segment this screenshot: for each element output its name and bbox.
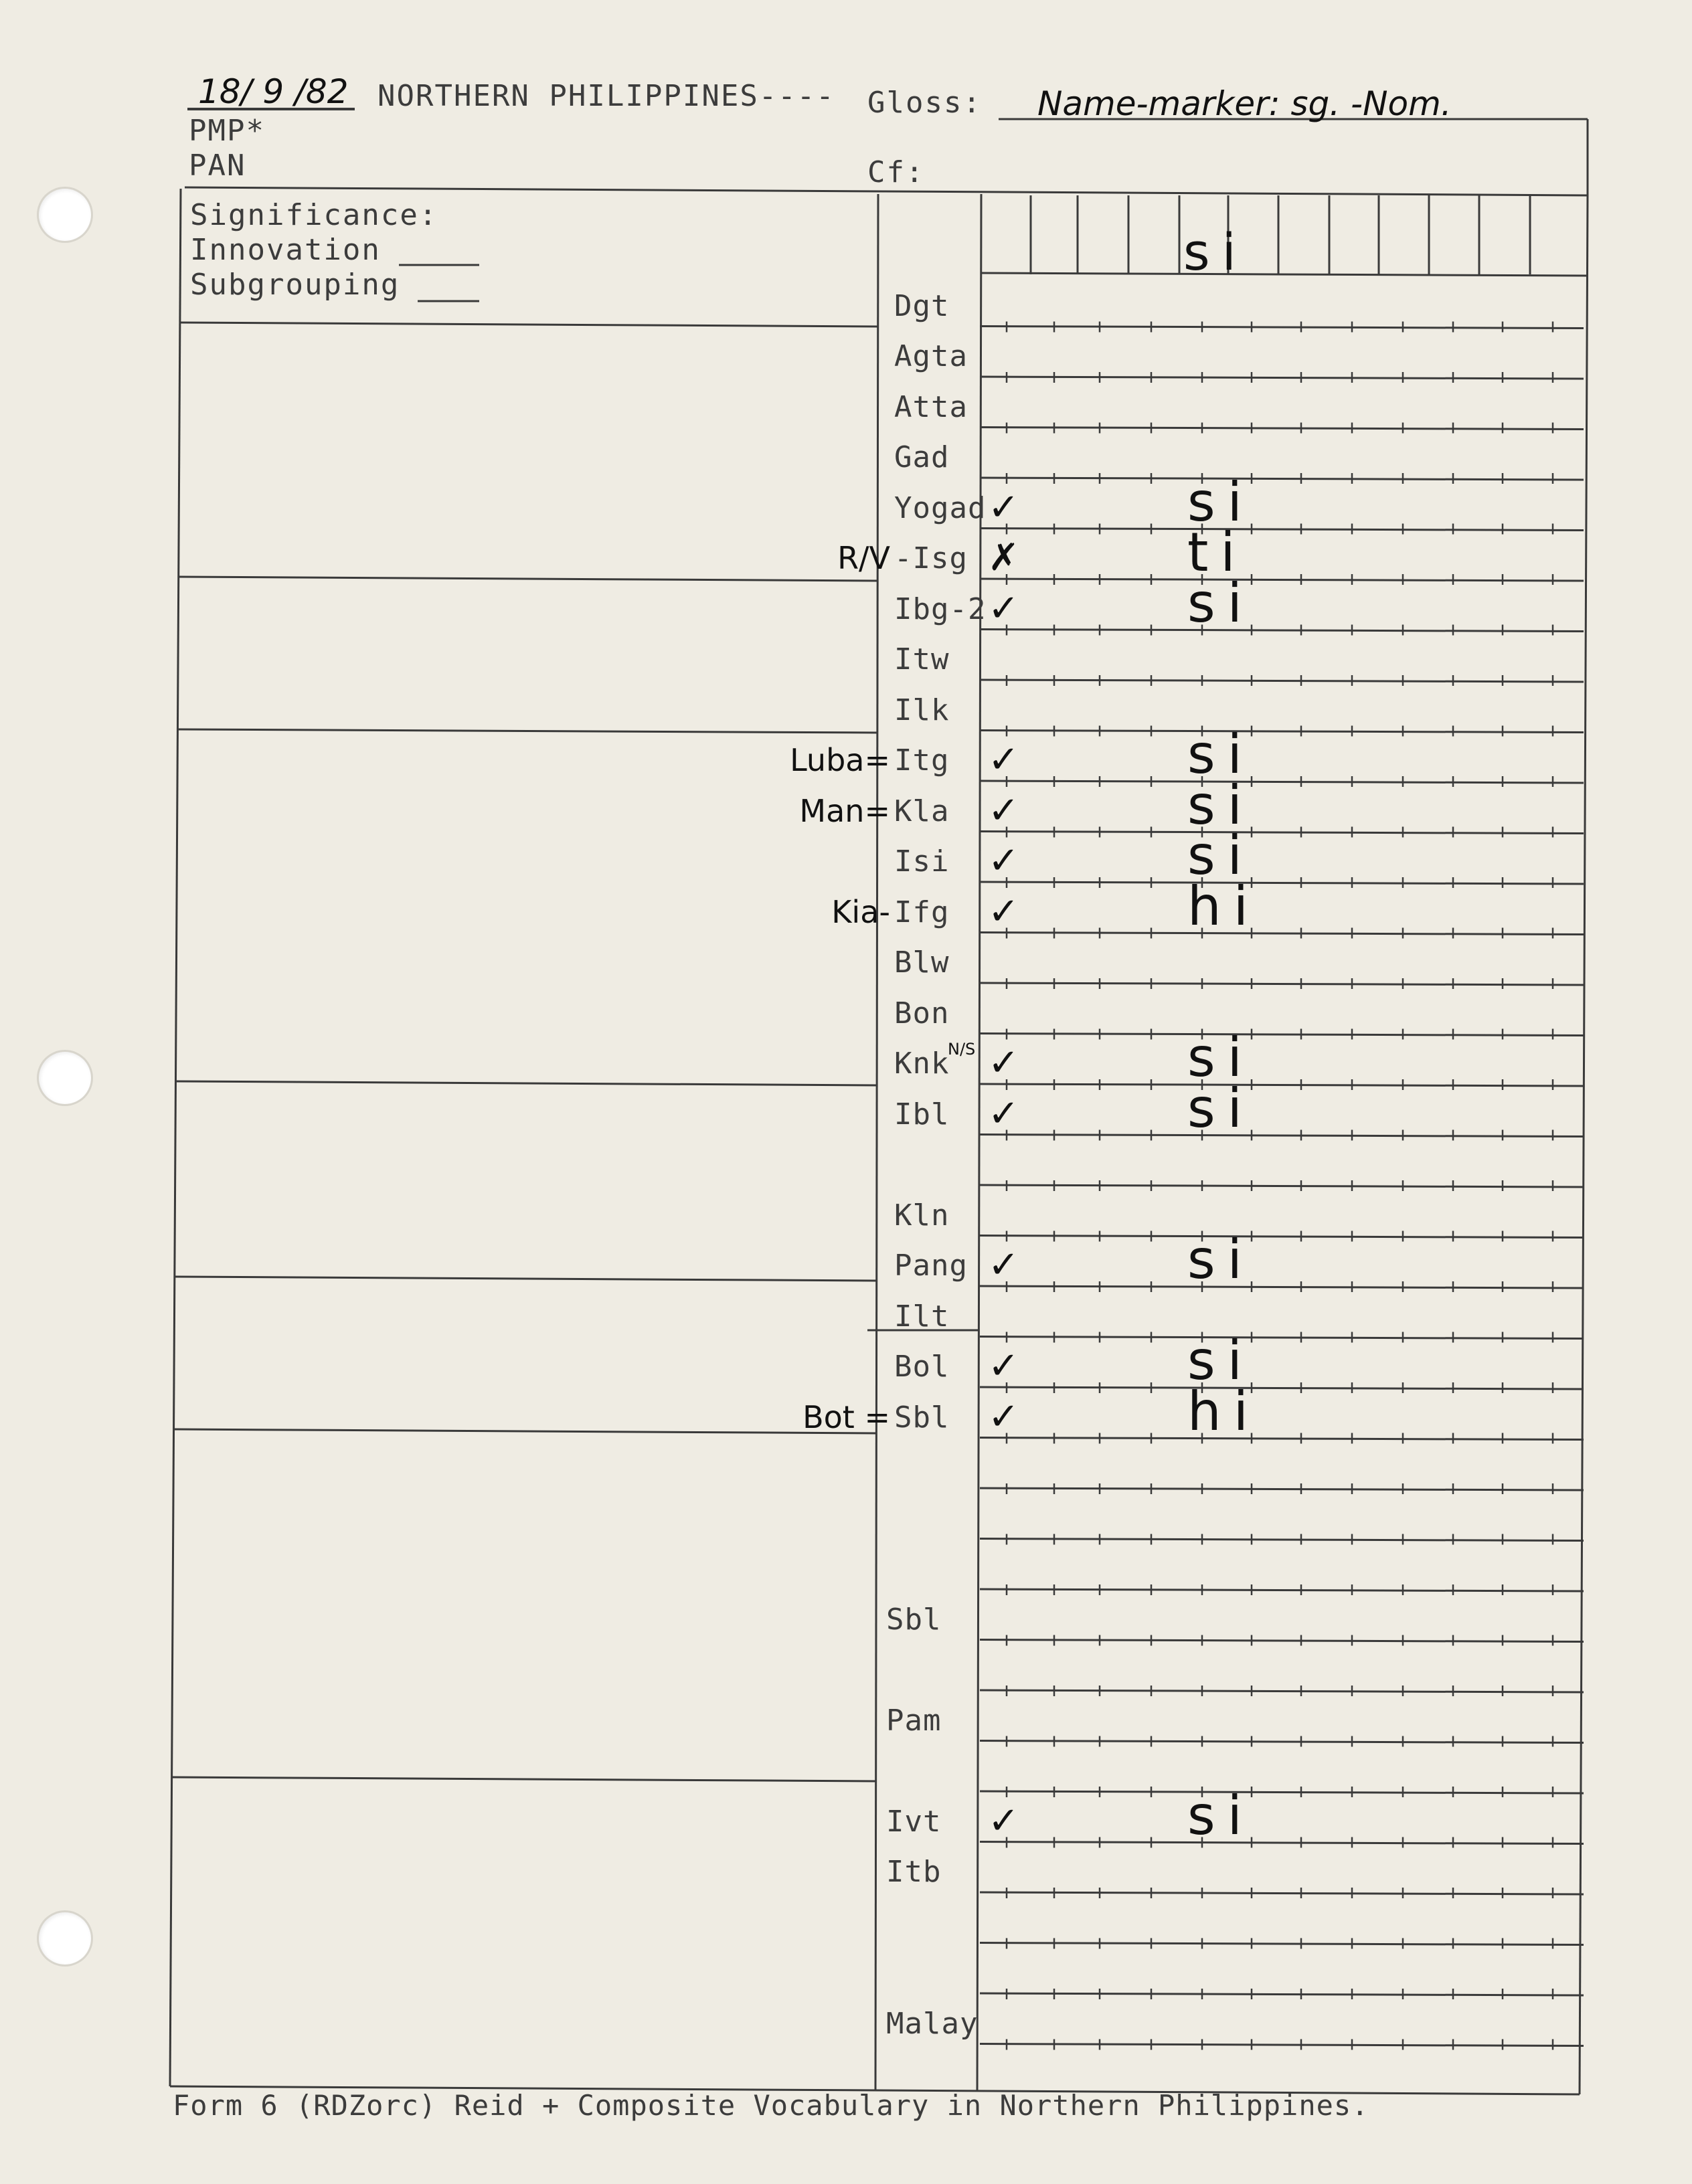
reflex-form: hi <box>1187 875 1260 937</box>
check-mark: ✓ <box>988 1041 1019 1085</box>
significance-heading: Significance: <box>190 198 438 232</box>
language-label: Yogad <box>894 490 987 525</box>
date: 18/ 9 /82 <box>198 72 349 111</box>
cf-label: Cf: <box>867 155 925 189</box>
reflex-form: si <box>1187 1026 1254 1089</box>
check-mark: ✓ <box>988 1799 1019 1843</box>
reflex-form: si <box>1187 774 1254 836</box>
reflex-form: si <box>1187 470 1254 533</box>
language-label: Ilk <box>894 693 950 727</box>
reflex-form: si <box>1187 1330 1254 1392</box>
check-mark: ✓ <box>988 586 1019 630</box>
reflex-form: si <box>1187 1228 1254 1291</box>
language-label: Malay <box>886 2006 979 2041</box>
header-form: si <box>1183 222 1248 282</box>
language-label: Kla <box>894 794 950 828</box>
language-label: Bon <box>894 996 950 1030</box>
language-prefix: Luba= <box>790 742 890 778</box>
gloss-label: Gloss: <box>867 86 982 120</box>
language-prefix: Kia- <box>831 893 890 930</box>
check-mark: ✓ <box>988 738 1019 782</box>
language-label: Pam <box>886 1703 942 1738</box>
check-mark: ✓ <box>988 485 1019 529</box>
language-prefix: Bot = <box>802 1398 890 1435</box>
language-label: Isi <box>894 844 950 879</box>
language-label: Knk <box>894 1046 950 1081</box>
check-mark: ✓ <box>988 889 1019 933</box>
reflex-form: si <box>1187 723 1254 786</box>
reflex-form: si <box>1187 1077 1254 1140</box>
pan-label: PAN <box>189 149 246 183</box>
reflex-form: si <box>1187 824 1254 887</box>
language-label: Ibg-2 <box>894 592 987 626</box>
language-label: Ilt <box>894 1299 950 1334</box>
language-label: Itw <box>894 642 950 676</box>
language-label: Ifg <box>894 895 950 929</box>
pmp-label: PMP* <box>189 114 265 148</box>
check-mark: ✓ <box>988 839 1019 883</box>
check-mark: ✓ <box>988 1243 1019 1287</box>
language-label: Bol <box>894 1350 950 1384</box>
language-label: Itb <box>886 1855 942 1889</box>
form-footer: Form 6 (RDZorc) Reid + Composite Vocabulary in Northern Philippines. <box>173 2089 1369 2122</box>
language-label: Ivt <box>886 1804 942 1839</box>
language-label: Dgt <box>894 288 950 323</box>
page-title: NORTHERN PHILIPPINES---- <box>377 79 835 113</box>
check-mark: ✓ <box>988 788 1019 832</box>
subgrouping-label: Subgrouping <box>190 268 400 302</box>
check-mark: ✓ <box>988 1344 1019 1388</box>
language-label: Sbl <box>886 1602 942 1637</box>
language-label: Blw <box>894 945 950 980</box>
check-mark: ✓ <box>988 1091 1019 1135</box>
language-label: Itg <box>894 743 950 778</box>
reflex-form: hi <box>1187 1380 1260 1443</box>
gloss-value: Name-marker: sg. -Nom. <box>1037 84 1452 123</box>
language-label: Kln <box>894 1198 950 1233</box>
check-mark: ✗ <box>988 536 1019 579</box>
language-label: Agta <box>894 339 968 373</box>
language-label: Gad <box>894 440 950 474</box>
language-label: Pang <box>894 1249 968 1283</box>
language-label: Atta <box>894 389 968 424</box>
language-prefix: Man= <box>799 792 890 829</box>
reflex-form: ti <box>1187 521 1248 583</box>
language-label: -Isg <box>894 541 968 575</box>
reflex-form: si <box>1187 1784 1254 1847</box>
innovation-label: Innovation <box>190 233 381 267</box>
language-prefix: R/V <box>837 540 890 576</box>
knk-subscript: N/S <box>948 1040 976 1059</box>
language-label: Sbl <box>894 1400 950 1435</box>
check-mark: ✓ <box>988 1394 1019 1439</box>
language-label: Ibl <box>894 1097 950 1131</box>
reflex-form: si <box>1187 571 1254 634</box>
